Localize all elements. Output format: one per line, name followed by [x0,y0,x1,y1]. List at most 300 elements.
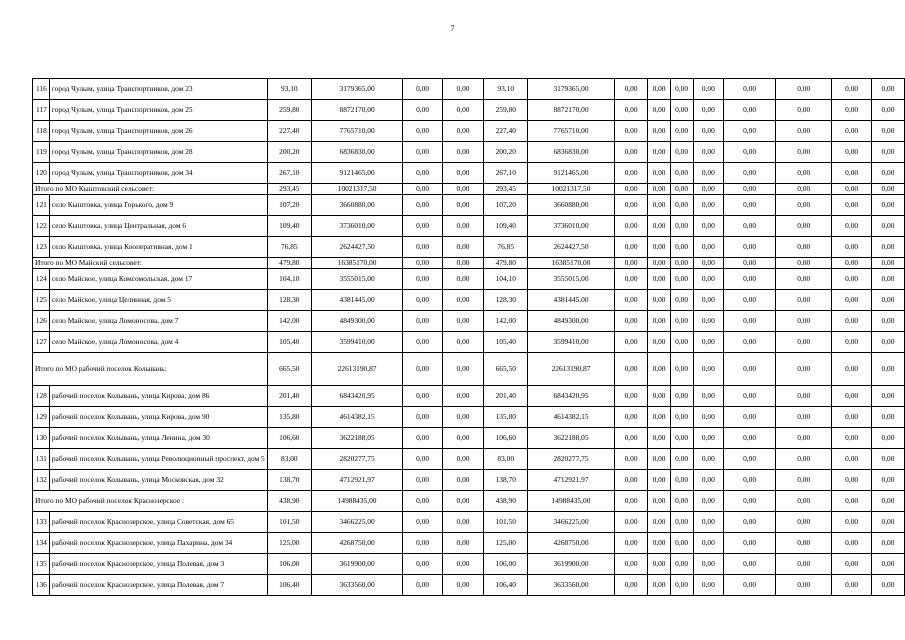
value-cell-c6: 3555015,00 [528,269,614,290]
value-cell-c13: 0,00 [832,258,872,269]
value-cell-c14: 0,00 [871,79,904,100]
value-cell-c5: 83,00 [484,449,528,470]
value-cell-c9: 0,00 [670,533,693,554]
value-cell-c4: 0,00 [442,428,483,449]
value-cell-c4: 0,00 [442,100,483,121]
value-cell-cost: 7765710,00 [311,121,402,142]
value-cell-area: 135,80 [267,407,311,428]
value-cell-c7: 0,00 [614,428,648,449]
value-cell-c4: 0,00 [442,449,483,470]
value-cell-c13: 0,00 [832,311,872,332]
row-number: 135 [33,554,50,575]
value-cell-c13: 0,00 [832,184,872,195]
value-cell-c9: 0,00 [670,163,693,184]
value-cell-c10: 0,00 [693,195,723,216]
total-label: Итого по МО Майский сельсовет: [33,258,268,269]
value-cell-c6: 7765710,00 [528,121,614,142]
total-row [33,353,905,386]
value-cell-cost: 3619900,00 [311,554,402,575]
row-number: 128 [33,386,50,407]
value-cell-c3: 0,00 [403,269,443,290]
value-cell-c8: 0,00 [648,512,670,533]
row-number: 122 [33,216,50,237]
value-cell-c4: 0,00 [442,386,483,407]
value-cell-c12: 0,00 [776,533,832,554]
value-cell-c5: 267,10 [484,163,528,184]
value-cell-c5: 142,00 [484,311,528,332]
value-cell-c12: 0,00 [776,195,832,216]
table-row [33,142,905,163]
value-cell-c10: 0,00 [693,533,723,554]
value-cell-c12: 0,00 [776,449,832,470]
value-cell-c8: 0,00 [648,258,670,269]
value-cell-c9: 0,00 [670,332,693,353]
value-cell-c13: 0,00 [832,470,872,491]
value-cell-c3: 0,00 [403,512,443,533]
value-cell-c4: 0,00 [442,79,483,100]
value-cell-area: 267,10 [267,163,311,184]
value-cell-c11: 0,00 [724,470,776,491]
row-number: 124 [33,269,50,290]
value-cell-c9: 0,00 [670,353,693,386]
value-cell-c5: 93,10 [484,79,528,100]
value-cell-cost: 10021317,50 [311,184,402,195]
address-cell: село Майское, улица Комсомольская, дом 17 [49,269,267,290]
value-cell-cost: 3179365,00 [311,79,402,100]
value-cell-c3: 0,00 [403,163,443,184]
address-cell: рабочий поселок Краснозерское, улица Полевая, дом 7 [49,575,267,596]
value-cell-c11: 0,00 [724,237,776,258]
value-cell-c12: 0,00 [776,554,832,575]
value-cell-c14: 0,00 [871,311,904,332]
value-cell-c13: 0,00 [832,195,872,216]
value-cell-c6: 3660880,00 [528,195,614,216]
row-number: 130 [33,428,50,449]
value-cell-c7: 0,00 [614,258,648,269]
value-cell-c13: 0,00 [832,533,872,554]
row-number: 129 [33,407,50,428]
value-cell-c6: 2624427,50 [528,237,614,258]
value-cell-c10: 0,00 [693,386,723,407]
value-cell-c3: 0,00 [403,449,443,470]
value-cell-c10: 0,00 [693,332,723,353]
value-cell-c4: 0,00 [442,332,483,353]
value-cell-c3: 0,00 [403,79,443,100]
value-cell-c9: 0,00 [670,575,693,596]
value-cell-c12: 0,00 [776,184,832,195]
value-cell-c7: 0,00 [614,237,648,258]
value-cell-c14: 0,00 [871,332,904,353]
value-cell-c13: 0,00 [832,491,872,512]
value-cell-c6: 3599410,00 [528,332,614,353]
value-cell-c6: 4268750,00 [528,533,614,554]
value-cell-c12: 0,00 [776,237,832,258]
value-cell-c4: 0,00 [442,311,483,332]
value-cell-c6: 6836830,00 [528,142,614,163]
value-cell-c3: 0,00 [403,470,443,491]
value-cell-c14: 0,00 [871,353,904,386]
total-label: Итого по МО рабочий поселок Колывань: [33,353,268,386]
value-cell-c8: 0,00 [648,195,670,216]
value-cell-c10: 0,00 [693,184,723,195]
value-cell-c11: 0,00 [724,575,776,596]
value-cell-c14: 0,00 [871,470,904,491]
value-cell-c8: 0,00 [648,290,670,311]
value-cell-c13: 0,00 [832,554,872,575]
value-cell-c12: 0,00 [776,258,832,269]
value-cell-c8: 0,00 [648,184,670,195]
value-cell-c5: 259,80 [484,100,528,121]
value-cell-c9: 0,00 [670,269,693,290]
value-cell-c12: 0,00 [776,470,832,491]
value-cell-c7: 0,00 [614,353,648,386]
value-cell-c7: 0,00 [614,533,648,554]
value-cell-cost: 2624427,50 [311,237,402,258]
value-cell-c5: 438,90 [484,491,528,512]
value-cell-c11: 0,00 [724,428,776,449]
value-cell-c5: 105,40 [484,332,528,353]
value-cell-c5: 293,45 [484,184,528,195]
value-cell-c7: 0,00 [614,269,648,290]
row-number: 116 [33,79,50,100]
value-cell-c3: 0,00 [403,554,443,575]
value-cell-area: 201,40 [267,386,311,407]
value-cell-c13: 0,00 [832,269,872,290]
value-cell-c10: 0,00 [693,512,723,533]
value-cell-c10: 0,00 [693,554,723,575]
value-cell-c6: 16385170,00 [528,258,614,269]
value-cell-cost: 3622188,05 [311,428,402,449]
row-number: 120 [33,163,50,184]
address-cell: село Кыштовка, улица Центральная, дом 6 [49,216,267,237]
value-cell-cost: 6836830,00 [311,142,402,163]
address-cell: рабочий поселок Колывань, улица Ленина, дом 30 [49,428,267,449]
value-cell-c10: 0,00 [693,237,723,258]
value-cell-c14: 0,00 [871,575,904,596]
value-cell-cost: 3736010,00 [311,216,402,237]
value-cell-c11: 0,00 [724,311,776,332]
value-cell-c14: 0,00 [871,184,904,195]
value-cell-c13: 0,00 [832,512,872,533]
value-cell-c8: 0,00 [648,554,670,575]
value-cell-c8: 0,00 [648,163,670,184]
value-cell-c5: 107,20 [484,195,528,216]
row-number: 127 [33,332,50,353]
value-cell-c5: 138,70 [484,470,528,491]
row-number: 117 [33,100,50,121]
value-cell-c12: 0,00 [776,216,832,237]
value-cell-c4: 0,00 [442,237,483,258]
table-row [33,428,905,449]
value-cell-c7: 0,00 [614,100,648,121]
value-cell-c14: 0,00 [871,290,904,311]
value-cell-cost: 4614382,15 [311,407,402,428]
row-number: 132 [33,470,50,491]
value-cell-c7: 0,00 [614,512,648,533]
value-cell-cost: 6843420,95 [311,386,402,407]
value-cell-c8: 0,00 [648,269,670,290]
table-row [33,216,905,237]
table-row [33,79,905,100]
value-cell-c8: 0,00 [648,386,670,407]
value-cell-c7: 0,00 [614,554,648,575]
value-cell-c9: 0,00 [670,237,693,258]
table-row [33,512,905,533]
value-cell-c4: 0,00 [442,258,483,269]
value-cell-c9: 0,00 [670,386,693,407]
value-cell-cost: 8872170,00 [311,100,402,121]
value-cell-area: 479,80 [267,258,311,269]
value-cell-cost: 4712921,97 [311,470,402,491]
value-cell-cost: 14988435,00 [311,491,402,512]
row-number: 126 [33,311,50,332]
value-cell-c10: 0,00 [693,575,723,596]
value-cell-c10: 0,00 [693,491,723,512]
value-cell-c11: 0,00 [724,79,776,100]
value-cell-c8: 0,00 [648,491,670,512]
value-cell-c11: 0,00 [724,512,776,533]
value-cell-c4: 0,00 [442,195,483,216]
value-cell-c14: 0,00 [871,142,904,163]
value-cell-cost: 3660880,00 [311,195,402,216]
value-cell-c7: 0,00 [614,407,648,428]
value-cell-c9: 0,00 [670,79,693,100]
value-cell-c12: 0,00 [776,100,832,121]
value-cell-c11: 0,00 [724,554,776,575]
table-row [33,407,905,428]
value-cell-c12: 0,00 [776,142,832,163]
value-cell-area: 104,10 [267,269,311,290]
value-cell-c10: 0,00 [693,269,723,290]
value-cell-c7: 0,00 [614,386,648,407]
value-cell-c6: 10021317,50 [528,184,614,195]
value-cell-area: 125,00 [267,533,311,554]
row-number: 123 [33,237,50,258]
value-cell-c4: 0,00 [442,554,483,575]
value-cell-c4: 0,00 [442,269,483,290]
value-cell-c5: 106,60 [484,428,528,449]
value-cell-c6: 4614382,15 [528,407,614,428]
value-cell-c9: 0,00 [670,290,693,311]
value-cell-c13: 0,00 [832,428,872,449]
address-cell: рабочий поселок Краснозерское, улица Полевая, дом 3 [49,554,267,575]
value-cell-c4: 0,00 [442,121,483,142]
value-cell-c10: 0,00 [693,353,723,386]
value-cell-c3: 0,00 [403,237,443,258]
value-cell-cost: 4849300,00 [311,311,402,332]
value-cell-c12: 0,00 [776,163,832,184]
value-cell-c9: 0,00 [670,554,693,575]
value-cell-c7: 0,00 [614,184,648,195]
value-cell-c6: 22613190,87 [528,353,614,386]
value-cell-c6: 14988435,00 [528,491,614,512]
value-cell-c13: 0,00 [832,216,872,237]
value-cell-c11: 0,00 [724,121,776,142]
value-cell-area: 83,00 [267,449,311,470]
address-cell: город Чулым, улица Транспортников, дом 34 [49,163,267,184]
value-cell-c11: 0,00 [724,332,776,353]
value-cell-c10: 0,00 [693,258,723,269]
value-cell-c7: 0,00 [614,332,648,353]
value-cell-c14: 0,00 [871,121,904,142]
value-cell-c9: 0,00 [670,142,693,163]
address-cell: рабочий поселок Колывань, улица Кирова, дом 86 [49,386,267,407]
value-cell-c14: 0,00 [871,386,904,407]
address-cell: рабочий поселок Колывань, улица Московская, дом 32 [49,470,267,491]
row-number: 134 [33,533,50,554]
value-cell-c11: 0,00 [724,269,776,290]
value-cell-c14: 0,00 [871,237,904,258]
value-cell-c10: 0,00 [693,79,723,100]
value-cell-c6: 4712921,97 [528,470,614,491]
value-cell-c8: 0,00 [648,428,670,449]
value-cell-c11: 0,00 [724,195,776,216]
value-cell-c4: 0,00 [442,575,483,596]
value-cell-c5: 200,20 [484,142,528,163]
value-cell-c11: 0,00 [724,353,776,386]
value-cell-c8: 0,00 [648,216,670,237]
address-cell: рабочий поселок Краснозерское, улица Пахарина, дом 34 [49,533,267,554]
address-cell: село Майское, улица Целинная, дом 5 [49,290,267,311]
value-cell-c9: 0,00 [670,470,693,491]
value-cell-area: 665,50 [267,353,311,386]
value-cell-c3: 0,00 [403,142,443,163]
value-cell-area: 106,60 [267,428,311,449]
value-cell-c12: 0,00 [776,332,832,353]
address-cell: рабочий поселок Колывань, улица Кирова, дом 90 [49,407,267,428]
value-cell-c14: 0,00 [871,163,904,184]
value-cell-c6: 8872170,00 [528,100,614,121]
table-row [33,332,905,353]
value-cell-c13: 0,00 [832,79,872,100]
value-cell-c8: 0,00 [648,575,670,596]
table-row [33,269,905,290]
row-number: 133 [33,512,50,533]
value-cell-c9: 0,00 [670,100,693,121]
total-row [33,491,905,512]
value-cell-c3: 0,00 [403,290,443,311]
value-cell-c7: 0,00 [614,575,648,596]
table-row [33,470,905,491]
table-row [33,386,905,407]
value-cell-c8: 0,00 [648,121,670,142]
value-cell-area: 128,30 [267,290,311,311]
address-cell: город Чулым, улица Транспортников, дом 26 [49,121,267,142]
value-cell-c12: 0,00 [776,290,832,311]
value-cell-c9: 0,00 [670,121,693,142]
value-cell-c14: 0,00 [871,491,904,512]
register-table [32,78,905,596]
value-cell-c5: 227,40 [484,121,528,142]
value-cell-c7: 0,00 [614,470,648,491]
value-cell-c12: 0,00 [776,428,832,449]
value-cell-c5: 101,50 [484,512,528,533]
value-cell-c3: 0,00 [403,216,443,237]
value-cell-c9: 0,00 [670,449,693,470]
value-cell-c8: 0,00 [648,407,670,428]
value-cell-c11: 0,00 [724,216,776,237]
value-cell-c10: 0,00 [693,216,723,237]
value-cell-area: 138,70 [267,470,311,491]
value-cell-area: 106,40 [267,575,311,596]
value-cell-c3: 0,00 [403,428,443,449]
value-cell-c10: 0,00 [693,100,723,121]
page-number: 7 [450,24,455,33]
value-cell-c12: 0,00 [776,269,832,290]
value-cell-c10: 0,00 [693,449,723,470]
value-cell-c10: 0,00 [693,163,723,184]
row-number: 119 [33,142,50,163]
value-cell-c7: 0,00 [614,290,648,311]
value-cell-c8: 0,00 [648,142,670,163]
value-cell-c8: 0,00 [648,100,670,121]
value-cell-c13: 0,00 [832,121,872,142]
value-cell-c4: 0,00 [442,533,483,554]
address-cell: город Чулым, улица Транспортников, дом 25 [49,100,267,121]
value-cell-c10: 0,00 [693,142,723,163]
value-cell-area: 101,50 [267,512,311,533]
value-cell-cost: 9121465,00 [311,163,402,184]
value-cell-c6: 3736010,00 [528,216,614,237]
table-row [33,449,905,470]
value-cell-c3: 0,00 [403,184,443,195]
total-label: Итого по МО рабочий поселок Краснозерское : [33,491,268,512]
value-cell-area: 109,40 [267,216,311,237]
value-cell-c3: 0,00 [403,100,443,121]
value-cell-c11: 0,00 [724,533,776,554]
value-cell-c13: 0,00 [832,163,872,184]
table-row [33,533,905,554]
value-cell-c11: 0,00 [724,386,776,407]
value-cell-c13: 0,00 [832,237,872,258]
value-cell-c6: 4381445,00 [528,290,614,311]
total-row [33,258,905,269]
value-cell-c4: 0,00 [442,290,483,311]
value-cell-c8: 0,00 [648,353,670,386]
value-cell-c12: 0,00 [776,575,832,596]
value-cell-c4: 0,00 [442,512,483,533]
table-row [33,237,905,258]
value-cell-c3: 0,00 [403,258,443,269]
table-body [33,79,905,596]
value-cell-c14: 0,00 [871,449,904,470]
value-cell-c3: 0,00 [403,533,443,554]
value-cell-c6: 4849300,00 [528,311,614,332]
value-cell-c9: 0,00 [670,407,693,428]
value-cell-area: 200,20 [267,142,311,163]
value-cell-c5: 104,10 [484,269,528,290]
value-cell-cost: 2820277,75 [311,449,402,470]
address-cell: город Чулым, улица Транспортников, дом 28 [49,142,267,163]
row-number: 118 [33,121,50,142]
value-cell-c8: 0,00 [648,470,670,491]
value-cell-c11: 0,00 [724,184,776,195]
table-row [33,163,905,184]
value-cell-c6: 3633560,00 [528,575,614,596]
value-cell-c11: 0,00 [724,407,776,428]
table-row [33,554,905,575]
value-cell-c11: 0,00 [724,163,776,184]
value-cell-c9: 0,00 [670,195,693,216]
table-row [33,121,905,142]
value-cell-c12: 0,00 [776,512,832,533]
value-cell-c13: 0,00 [832,142,872,163]
value-cell-c14: 0,00 [871,269,904,290]
value-cell-c11: 0,00 [724,100,776,121]
value-cell-c7: 0,00 [614,449,648,470]
address-cell: город Чулым, улица Транспортников, дом 23 [49,79,267,100]
value-cell-area: 293,45 [267,184,311,195]
